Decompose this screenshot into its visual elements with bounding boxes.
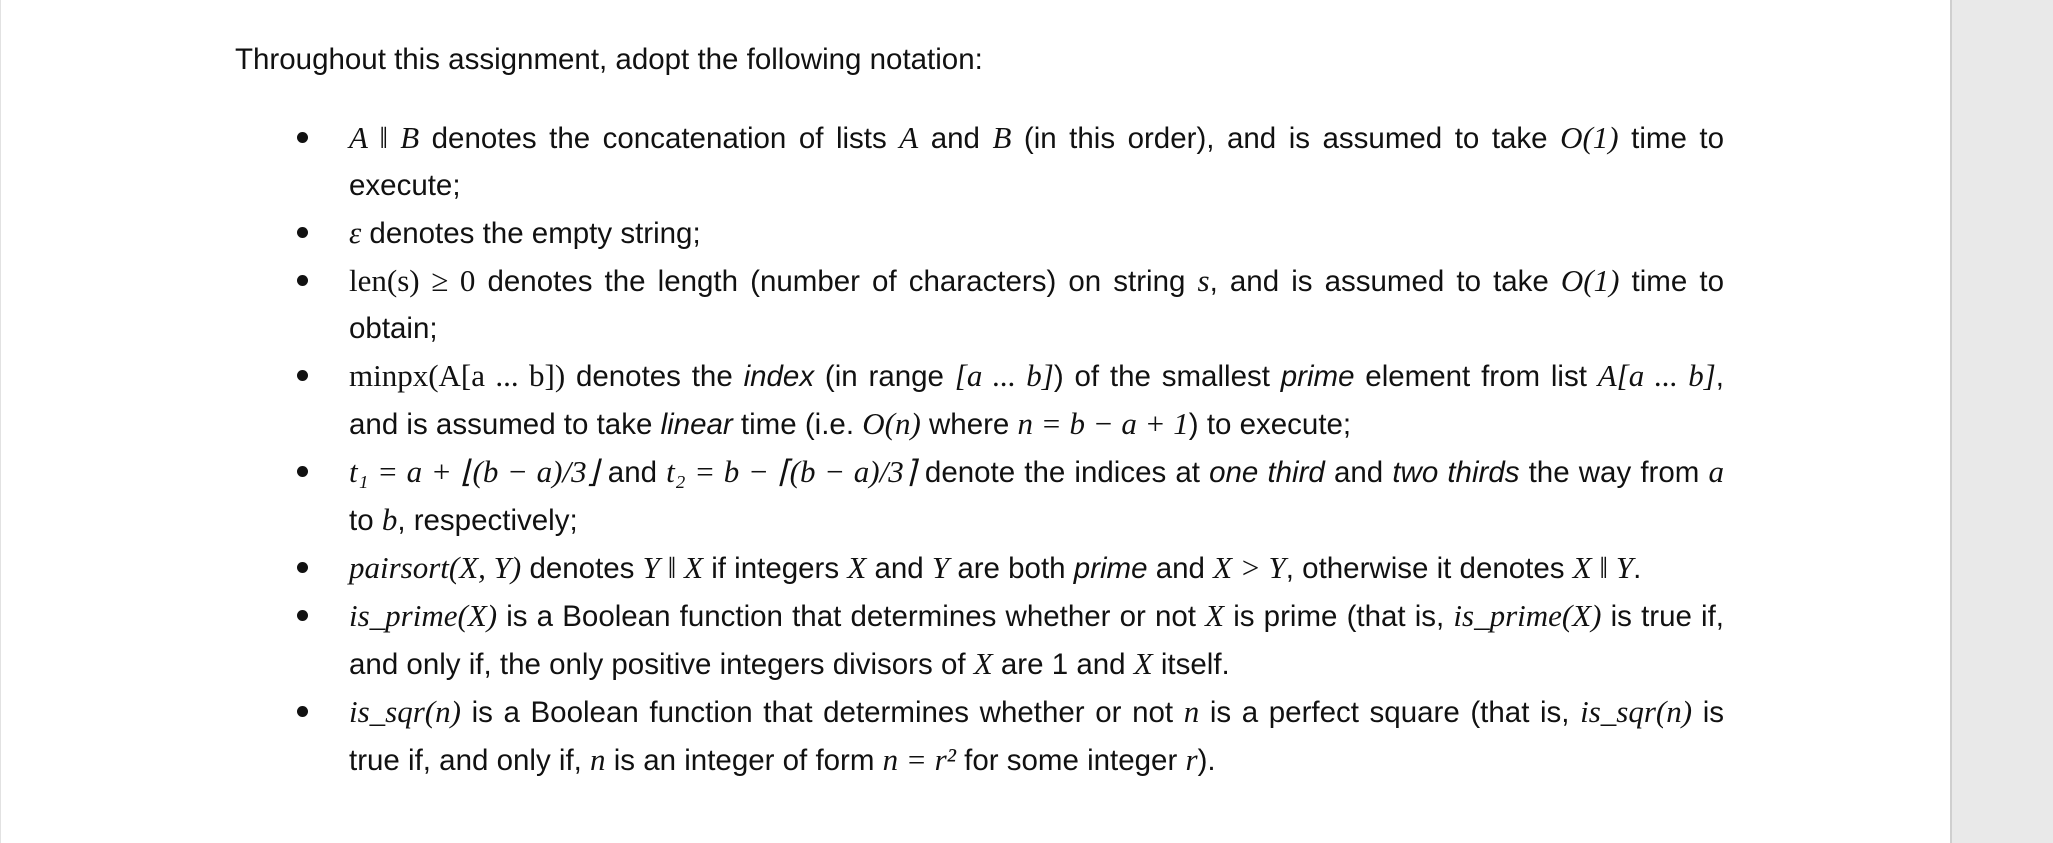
list-item-thirds: t₁ = a + ⌊(b − a)/3⌋ and t₂ = b − ⌈(b − a)/3⌉ denote the indices at one third and two thirds the way from a to b, respectively;	[349, 448, 1724, 544]
bullet-icon	[297, 466, 308, 477]
list-item-concatenation: A ‖ B denotes the concatenation of lists A and B (in this order), and is assumed to take O(1) time to execute;	[349, 114, 1724, 209]
list-item-length: len(s) ≥ 0 denotes the length (number of characters) on string s, and is assumed to take O(1) time to obtain;	[349, 257, 1724, 352]
bullet-icon	[297, 132, 308, 143]
list-item-is-prime: is_prime(X) is a Boolean function that determines whether or not X is prime (that is, is_prime(X) is true if, and only if, the only positive integers divisors of X are 1 and X itself.	[349, 592, 1724, 688]
bullet-icon	[297, 562, 308, 573]
list-item-minpx: minpx(A[a ... b]) denotes the index (in range [a ... b]) of the smallest prime element from list A[a ... b], and is assumed to take linear time (i.e. O(n) where n = b − a + 1) to execute;	[349, 352, 1724, 448]
bullet-icon	[297, 370, 308, 381]
intro-paragraph: Throughout this assignment, adopt the following notation:	[235, 43, 983, 76]
notation-list	[1, 114, 1953, 784]
bullet-icon	[297, 227, 308, 238]
bullet-icon	[297, 610, 308, 621]
list-item-empty-string: ε denotes the empty string;	[349, 209, 1724, 257]
bullet-icon	[297, 706, 308, 717]
bullet-icon	[297, 275, 308, 286]
list-item-is-sqr: is_sqr(n) is a Boolean function that determines whether or not n is a perfect square (that is, is_sqr(n) is true if, and only if, n is an integer of form n = r² for some integer r).	[349, 688, 1724, 784]
list-item-pairsort: pairsort(X, Y) denotes Y ‖ X if integers X and Y are both prime and X > Y, otherwise it denotes X ‖ Y.	[349, 544, 1724, 592]
